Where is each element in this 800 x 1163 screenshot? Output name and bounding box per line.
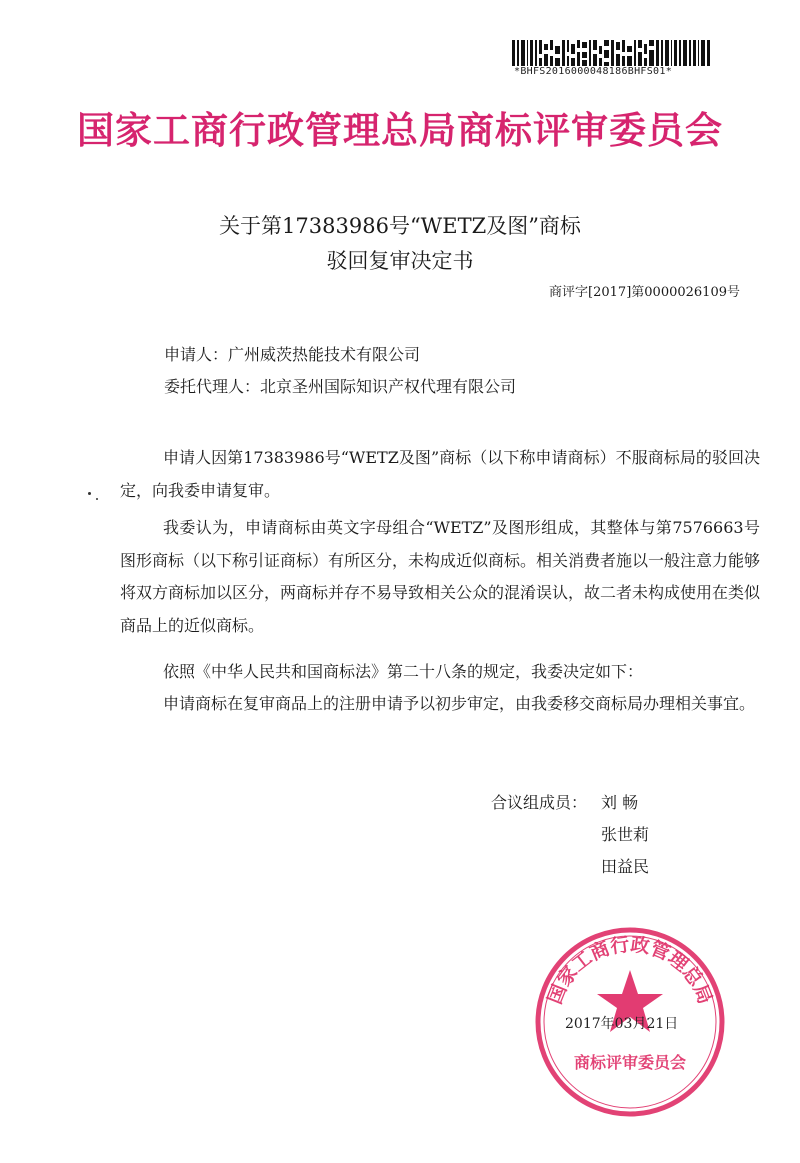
- scan-speck: [88, 492, 91, 495]
- paragraph-legal-basis: 依照《中华人民共和国商标法》第二十八条的规定，我委决定如下：: [163, 662, 644, 681]
- svg-text:商标评审委员会: 商标评审委员会: [573, 1053, 687, 1072]
- applicant: 申请人：广州威茨热能技术有限公司: [164, 345, 421, 364]
- paragraph-reasoning: 我委认为，申请商标由英文字母组合“WETZ”及图形组成，其整体与第7576663号图形商标（以下称引证商标）有所区分，未构成近似商标。相关消费者施以一般注意力能够将双方商标加以区分，两商标并存不易导致相关公众的混淆误认，故二者未构成使用在类似商品上的近似商标。: [120, 518, 761, 635]
- panel-member: 张世莉: [601, 825, 650, 844]
- document-number: 商评字[2017]第0000026109号: [549, 285, 740, 300]
- panel-member: 刘 畅: [601, 793, 639, 812]
- agent: 委托代理人：北京圣州国际知识产权代理有限公司: [164, 377, 517, 396]
- panel-members-label: 合议组成员：: [491, 793, 588, 812]
- document-title-line1: 关于第17383986号“WETZ及图”商标: [219, 214, 581, 238]
- issuer-title: 国家工商行政管理总局商标评审委员会: [77, 109, 723, 152]
- scan-speck: [96, 498, 98, 500]
- svg-text:国家工商行政管理总局: 国家工商行政管理总局: [543, 933, 717, 1008]
- document-title-line2: 驳回复审决定书: [326, 249, 474, 273]
- barcode: [512, 40, 712, 66]
- panel-member: 田益民: [601, 857, 650, 876]
- decision-date: 2017年03月21日: [565, 1016, 679, 1032]
- barcode-number: *BHFS2016000048186BHFS01*: [514, 66, 673, 77]
- paragraph-background: 申请人因第17383986号“WETZ及图”商标（以下称申请商标）不服商标局的驳回决定，向我委申请复审。: [120, 448, 760, 500]
- paragraph-decision: 申请商标在复审商品上的注册申请予以初步审定，由我委移交商标局办理相关事宜。: [163, 694, 756, 713]
